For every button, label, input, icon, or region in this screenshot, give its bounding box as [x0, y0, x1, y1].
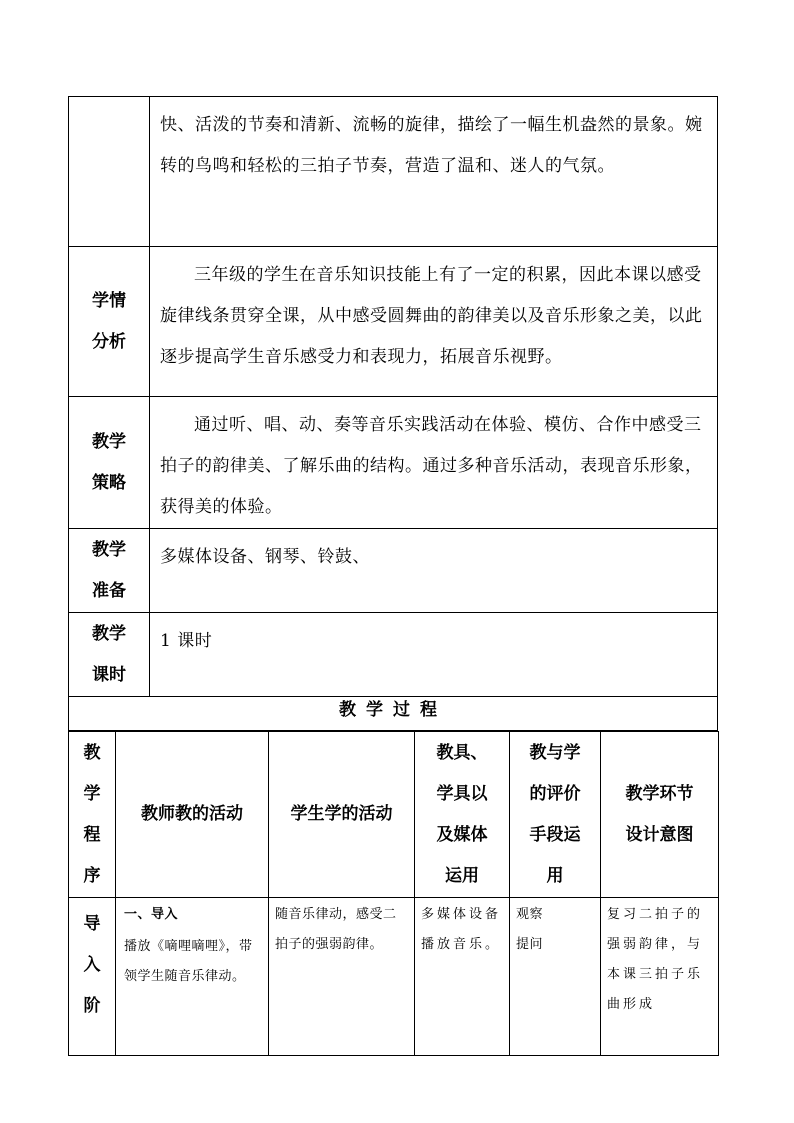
header-line: 及媒体	[436, 824, 488, 845]
intro-text: 快、活泼的节奏和清新、流畅的旋律，描绘了一幅生机盎然的景象。婉转的鸟鸣和轻松的三拍子节奏，营造了温和、迷人的气氛。	[150, 97, 718, 247]
header-char: 教	[83, 742, 101, 763]
header-line: 设计意图	[625, 824, 694, 845]
lesson-info-table	[68, 96, 718, 697]
header-eval	[510, 732, 601, 898]
celue-label	[69, 397, 150, 529]
table-row	[69, 397, 718, 529]
label-line: 教学	[92, 431, 126, 452]
step-intro	[69, 898, 116, 1056]
header-line: 教学环节	[625, 783, 694, 804]
keshi-text: 1 课时	[150, 613, 718, 697]
process-header-row	[69, 732, 719, 898]
header-char: 程	[83, 824, 101, 845]
header-line: 用	[546, 865, 564, 886]
tools-usage: 多媒体设备播放音乐。	[415, 898, 510, 1056]
process-table	[68, 731, 719, 1056]
teacher-activity	[116, 898, 269, 1056]
label-line: 准备	[92, 580, 126, 601]
table-row	[69, 247, 718, 397]
header-line: 学具以	[436, 783, 488, 804]
label-line: 教学	[92, 623, 126, 644]
eval-item: 提问	[516, 937, 544, 952]
label-line: 策略	[92, 472, 126, 493]
label-line: 教学	[92, 539, 126, 560]
zhunbei-text: 多媒体设备、钢琴、铃鼓、	[150, 529, 718, 613]
header-line: 教具、	[436, 742, 488, 763]
xueqing-text: 三年级的学生在音乐知识技能上有了一定的积累，因此本课以感受旋律线条贯穿全课，从中感受圆舞曲的韵律美以及音乐形象之美，以此逐步提高学生音乐感受力和表现力，拓展音乐视野。	[150, 247, 718, 397]
student-activity: 随音乐律动，感受二拍子的强弱韵律。	[269, 898, 415, 1056]
teacher-activity-text: 播放《嘀哩嘀哩》，带领学生随音乐律动。	[124, 939, 253, 984]
table-row	[69, 97, 718, 247]
header-char: 序	[83, 865, 101, 886]
header-line: 的评价	[529, 783, 581, 804]
header-student: 学生学的活动	[269, 732, 415, 898]
table-row	[69, 613, 718, 697]
step-char: 导	[83, 914, 101, 934]
label-cell-empty	[69, 97, 150, 247]
header-teacher: 教师教的活动	[116, 732, 269, 898]
header-step	[69, 732, 116, 898]
step-char: 入	[83, 955, 101, 975]
header-tools	[415, 732, 510, 898]
table-row	[69, 529, 718, 613]
header-line: 教与学	[529, 742, 581, 763]
label-line: 学情	[92, 290, 126, 311]
xueqing-label	[69, 247, 150, 397]
process-row-intro	[69, 898, 719, 1056]
eval-methods	[510, 898, 601, 1056]
design-intent: 复习二拍子的强弱韵律，与本课三拍子乐曲形成	[601, 898, 719, 1056]
header-char: 学	[83, 783, 101, 804]
celue-text: 通过听、唱、动、奏等音乐实践活动在体验、模仿、合作中感受三拍子的韵律美、了解乐曲的结构。通过多种音乐活动，表现音乐形象，获得美的体验。	[150, 397, 718, 529]
label-line: 课时	[92, 664, 126, 685]
eval-item: 观察	[516, 907, 544, 922]
zhunbei-label	[69, 529, 150, 613]
header-intent	[601, 732, 719, 898]
teacher-activity-title: 一、导入	[124, 907, 179, 922]
label-line: 分析	[92, 331, 126, 352]
header-line: 运用	[445, 865, 479, 886]
step-char: 阶	[83, 996, 101, 1016]
keshi-label	[69, 613, 150, 697]
header-line: 手段运	[529, 824, 581, 845]
process-title: 教学过程	[68, 689, 718, 731]
